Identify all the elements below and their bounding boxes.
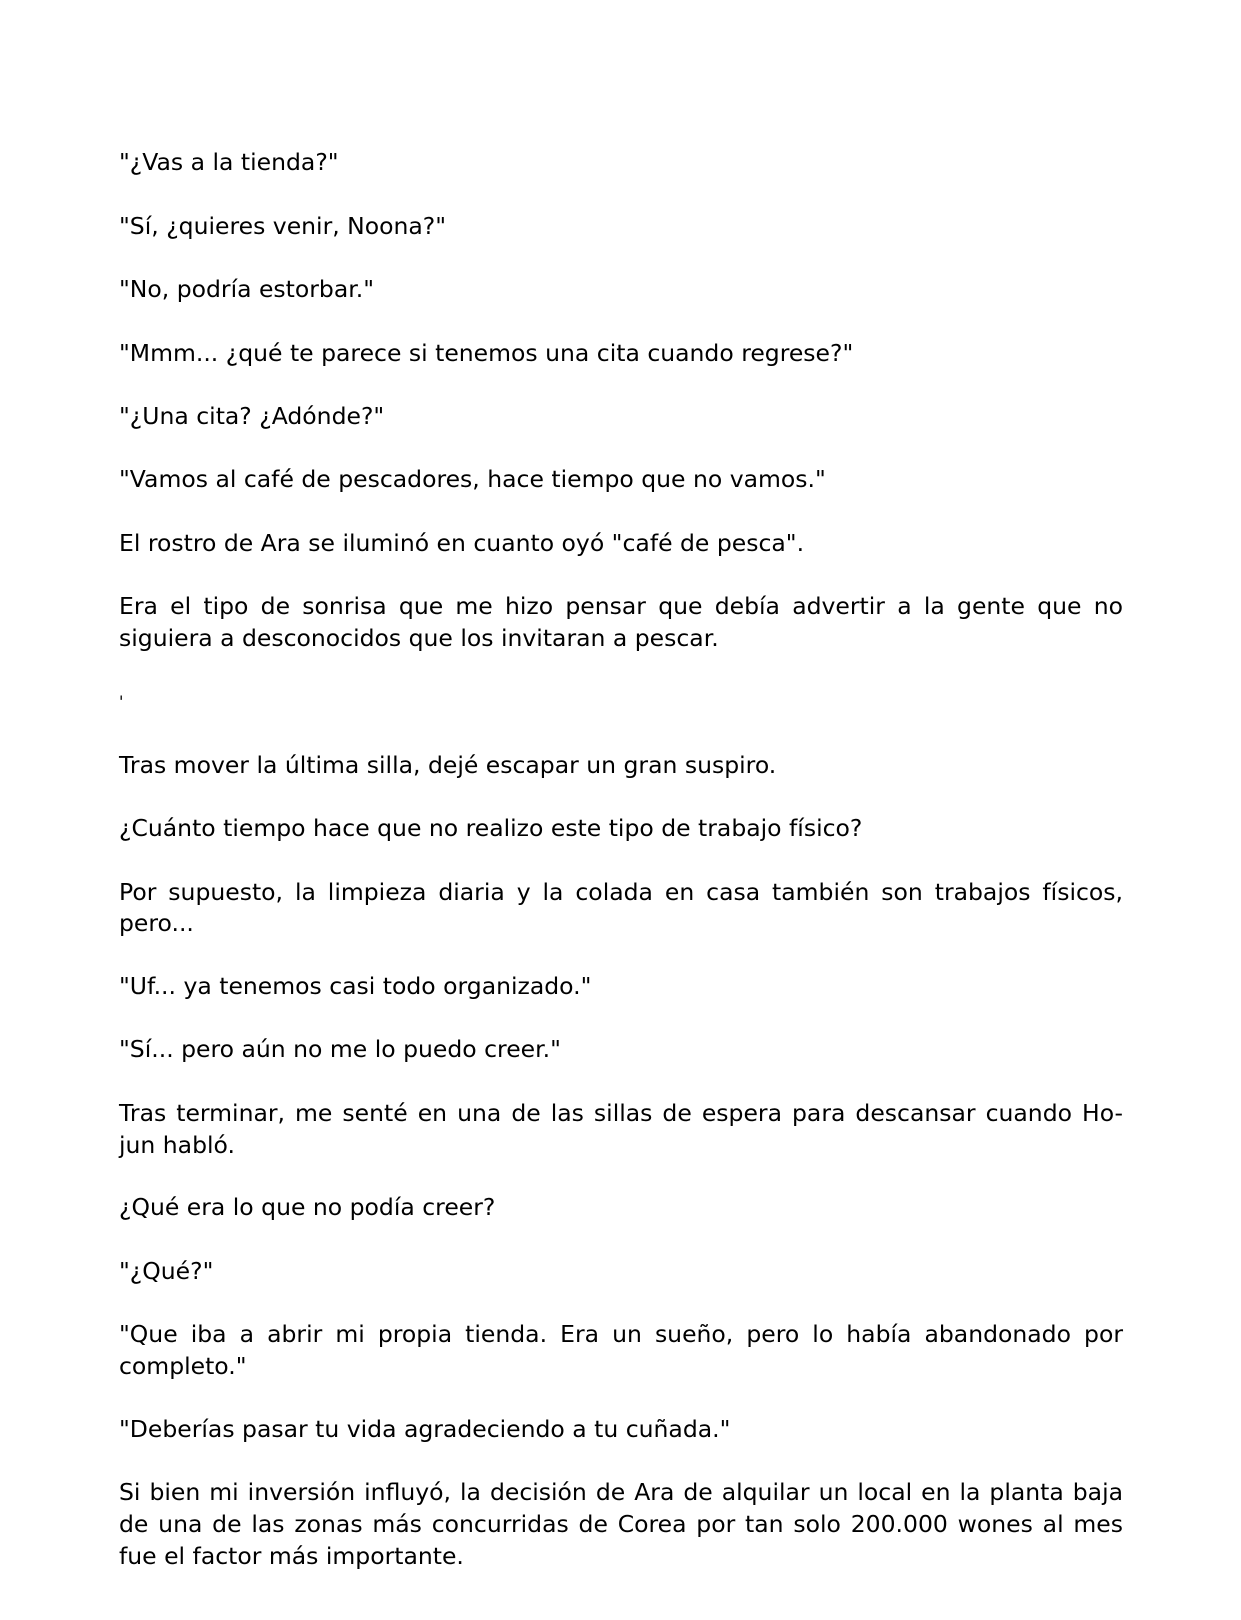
paragraph-line: Por supuesto, la limpieza diaria y la colada en casa también son trabajos físicos,	[119, 878, 1123, 906]
paragraph-line: "¿Vas a la tienda?"	[119, 148, 339, 176]
paragraph-line: fue el factor más importante.	[119, 1542, 464, 1570]
paragraph-line: Tras terminar, me senté en una de las sillas de espera para descansar cuando Ho-	[119, 1099, 1123, 1127]
paragraph-line: "Que iba a abrir mi propia tienda. Era un sueño, pero lo había abandonado por	[119, 1320, 1123, 1348]
paragraph-line: completo."	[119, 1352, 247, 1380]
stray-mark: '	[119, 692, 124, 711]
paragraph-line: de una de las zonas más concurridas de Corea por tan solo 200.000 wones al mes	[119, 1510, 1123, 1538]
paragraph-line: "No, podría estorbar."	[119, 275, 375, 303]
paragraph-line: jun habló.	[119, 1131, 235, 1159]
paragraph-line: "Vamos al café de pescadores, hace tiempo que no vamos."	[119, 465, 826, 493]
paragraph-line: siguiera a desconocidos que los invitaran a pescar.	[119, 624, 719, 652]
paragraph-line: ¿Cuánto tiempo hace que no realizo este tipo de trabajo físico?	[119, 814, 863, 842]
paragraph-line: "Sí... pero aún no me lo puedo creer."	[119, 1035, 561, 1063]
paragraph-line: ¿Qué era lo que no podía creer?	[119, 1193, 496, 1221]
paragraph-line: Era el tipo de sonrisa que me hizo pensar que debía advertir a la gente que no	[119, 592, 1123, 620]
paragraph-line: "Uf... ya tenemos casi todo organizado."	[119, 972, 592, 1000]
paragraph-line: "¿Qué?"	[119, 1257, 214, 1285]
paragraph-line: El rostro de Ara se iluminó en cuanto oyó "café de pesca".	[119, 529, 805, 557]
paragraph-line: "Deberías pasar tu vida agradeciendo a tu cuñada."	[119, 1415, 731, 1443]
paragraph-line: "Mmm... ¿qué te parece si tenemos una cita cuando regrese?"	[119, 339, 854, 367]
paragraph-line: "Sí, ¿quieres venir, Noona?"	[119, 212, 447, 240]
paragraph-line: pero...	[119, 909, 194, 937]
paragraph-line: "¿Una cita? ¿Adónde?"	[119, 402, 385, 430]
paragraph-line: Si bien mi inversión influyó, la decisión de Ara de alquilar un local en la planta baja	[119, 1478, 1123, 1506]
paragraph-line: Tras mover la última silla, dejé escapar un gran suspiro.	[119, 751, 777, 779]
